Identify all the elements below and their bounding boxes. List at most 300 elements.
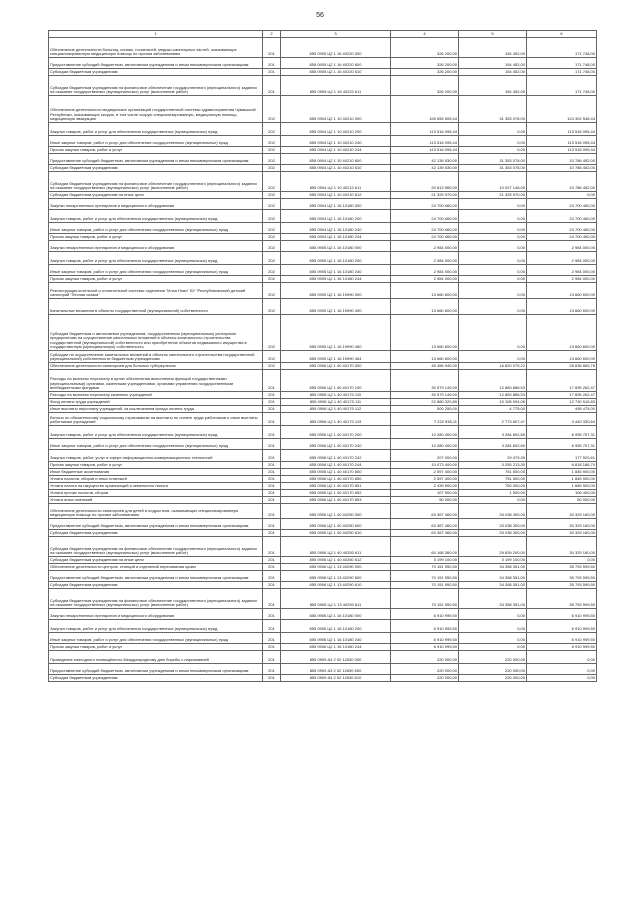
row-plan-cell: 7 222 938,11 — [391, 413, 459, 426]
row-fact-cell: 154 452,00 — [459, 58, 527, 69]
row-name-cell: Предоставление субсидий бюджетным, автономным учреждениям и иным некоммерческим организациям — [49, 664, 263, 675]
row-name-cell: Прочая закупка товаров, работ и услуг — [49, 147, 263, 154]
table-row — [49, 609, 597, 620]
row-kbk-cell: 855 0909 А3 2 02 12630 600 — [281, 664, 391, 675]
row-remainder-cell: 0,00 — [527, 675, 597, 682]
column-header: 4 — [391, 31, 459, 38]
row-kbk-cell: 855 0905 Ц2 1 16 10180 200 — [281, 252, 391, 265]
row-plan-cell: 326 200,00 — [391, 69, 459, 76]
row-fact-cell: 33 038 300,00 — [459, 504, 527, 519]
row-kbk-cell: 855 0906 Ц2 1 40 40170 800 — [281, 469, 391, 476]
table-header-row — [49, 31, 597, 38]
row-code-cell: 202 — [263, 172, 281, 192]
row-plan-cell: 326 200,00 — [391, 76, 459, 96]
row-plan-cell: 2 984 000,00 — [391, 276, 459, 283]
budget-execution-table — [48, 30, 597, 682]
table-row — [49, 192, 597, 199]
row-code-cell: 201 — [263, 406, 281, 413]
row-fact-cell: 3 284 692,69 — [459, 439, 527, 450]
row-code-cell: 202 — [263, 241, 281, 252]
row-kbk-cell: 855 0906 Ц2 1 40 40170 111 — [281, 399, 391, 406]
page-number: 56 — [316, 12, 324, 19]
row-plan-cell: 500 250,00 — [391, 406, 459, 413]
row-fact-cell: 0,00 — [459, 136, 527, 147]
row-remainder-cell: 6 910 999,50 — [527, 620, 597, 633]
row-name-cell: Закупка товаров, работ и услуг для обеспечения государственных (муниципальных) нужд — [49, 123, 263, 136]
row-name-cell: Прочая закупка товаров, работ и услуг — [49, 644, 263, 651]
row-kbk-cell: 855 0906 Ц2 1 40 40170 851 — [281, 483, 391, 490]
row-code-cell: 202 — [263, 276, 281, 283]
table-row — [49, 530, 597, 537]
row-plan-cell: 70 151 950,50 — [391, 571, 459, 582]
table-row — [49, 351, 597, 363]
row-plan-cell: 2 597 400,00 — [391, 476, 459, 483]
row-plan-cell: 63 367 460,00 — [391, 504, 459, 519]
table-row — [49, 315, 597, 351]
table-row — [49, 223, 597, 234]
row-kbk-cell: 855 0905 Ц2 1 16 19990 000 — [281, 283, 391, 299]
row-name-cell: Расходы на выплаты персоналу казенных учреждений — [49, 392, 263, 399]
row-code-cell: 202 — [263, 123, 281, 136]
row-kbk-cell: 855 0906 Ц2 1 40 40170 112 — [281, 406, 391, 413]
row-code-cell: 202 — [263, 192, 281, 199]
row-plan-cell: 21 325 970,00 — [391, 192, 459, 199]
row-kbk-cell: 855 0906 Ц2 1 40 40170 242 — [281, 450, 391, 462]
row-code-cell: 201 — [263, 557, 281, 564]
row-plan-cell: 63 367 460,00 — [391, 530, 459, 537]
row-plan-cell: 326 200,00 — [391, 38, 459, 58]
row-kbk-cell: 855 0906 Ц2 1 40 40170 000 — [281, 363, 391, 370]
row-kbk-cell: 855 0906 Ц2 1 40 40170 853 — [281, 497, 391, 504]
row-kbk-cell: 855 0904 Ц2 1 10 40210 611 — [281, 172, 391, 192]
table-row — [49, 469, 597, 476]
row-remainder-cell: 6 910 999,50 — [527, 633, 597, 644]
row-kbk-cell: 855 0906 Ц2 1 40 40170 240 — [281, 439, 391, 450]
table-row — [49, 210, 597, 223]
row-name-cell: Взносы по обязательному социальному страхованию на выплаты по оплате труда работников и иные выплаты работникам учреждений — [49, 413, 263, 426]
row-name-cell: Уплата прочих налогов, сборов — [49, 490, 263, 497]
row-name-cell: Обеспечение деятельности санаториев для больных туберкулезом — [49, 363, 263, 370]
row-kbk-cell: 855 0906 Ц2 1 40 40170 850 — [281, 476, 391, 483]
row-name-cell: Закупка товаров, работ и услуг для обеспечения государственных (муниципальных) нужд — [49, 252, 263, 265]
row-name-cell: Закупки лекарственных препаратов и медицинского оборудования — [49, 241, 263, 252]
row-kbk-cell: 855 0906 Ц2 1 40 40170 110 — [281, 392, 391, 399]
row-fact-cell: 10 105 004,06 — [459, 399, 527, 406]
table-row — [49, 265, 597, 276]
table-row — [49, 664, 597, 675]
row-name-cell: Уплата налогов, сборов и иных платежей — [49, 476, 263, 483]
table-row — [49, 490, 597, 497]
row-fact-cell: 220 000,00 — [459, 664, 527, 675]
row-code-cell: 201 — [263, 462, 281, 469]
row-name-cell: Закупка товаров, работ и услуг для обеспечения государственных (муниципальных) нужд — [49, 620, 263, 633]
row-fact-cell: 0,00 — [459, 497, 527, 504]
row-kbk-cell: 855 0906 Ц2 1 16 10180 000 — [281, 609, 391, 620]
column-header: 3 — [281, 31, 391, 38]
row-plan-cell: 13 660 600,00 — [391, 299, 459, 315]
row-kbk-cell: 855 0906 Ц2 1 13 40290 000 — [281, 564, 391, 571]
row-name-cell: Закупки лекарственных препаратов и медицинского оборудования — [49, 609, 263, 620]
table-row — [49, 450, 597, 462]
table-row — [49, 58, 597, 69]
row-name-cell: Субсидии бюджетным и автономным учреждениям, государственным (муниципальным) унитарным предприятиям на осуществление капитальных вложений в объекты капитального строительства государственной (муниципальной) собственности или приобретение объектов недвижимого имущества в государственную (муниципальную) собственность — [49, 315, 263, 351]
row-name-cell: Иные закупки товаров, работ и услуг для обеспечения государственных (муниципальных) нужд — [49, 265, 263, 276]
row-code-cell: 201 — [263, 483, 281, 490]
row-remainder-cell: 10 786 452,00 — [527, 154, 597, 165]
row-remainder-cell: 35 793 599,50 — [527, 564, 597, 571]
row-remainder-cell: 2 984 000,00 — [527, 252, 597, 265]
row-code-cell: 202 — [263, 165, 281, 172]
table-row — [49, 557, 597, 564]
row-remainder-cell: 30 329 160,00 — [527, 504, 597, 519]
row-code-cell: 202 — [263, 252, 281, 265]
table-row — [49, 147, 597, 154]
row-code-cell: 202 — [263, 351, 281, 363]
row-fact-cell: 33 038 300,00 — [459, 530, 527, 537]
row-kbk-cell: 855 0906 Ц2 1 40 40250 612 — [281, 557, 391, 564]
row-fact-cell: 750 000,00 — [459, 483, 527, 490]
row-plan-cell: 70 151 950,50 — [391, 564, 459, 571]
row-name-cell: Иные выплаты персоналу учреждений, за исключением фонда оплаты труда — [49, 406, 263, 413]
row-plan-cell: 13 660 600,00 — [391, 351, 459, 363]
row-kbk-cell: 855 0904 Ц2 1 10 40210 600 — [281, 154, 391, 165]
row-remainder-cell: 6 910 999,50 — [527, 609, 597, 620]
row-fact-cell: 4 775,00 — [459, 406, 527, 413]
row-kbk-cell: 855 0904 Ц2 1 10 40210 612 — [281, 192, 391, 199]
row-code-cell: 201 — [263, 651, 281, 664]
row-fact-cell: 12 883 886,53 — [459, 370, 527, 392]
table-row — [49, 363, 597, 370]
row-name-cell: Субсидии бюджетным учреждениям на финансовое обеспечение государственного (муниципального) задания на оказание государственных (муниципальных) услуг (выполнение работ) — [49, 589, 263, 609]
table-row — [49, 136, 597, 147]
row-fact-cell: 16 820 079,22 — [459, 363, 527, 370]
table-row — [49, 571, 597, 582]
row-plan-cell: 220 000,00 — [391, 675, 459, 682]
table-row — [49, 154, 597, 165]
row-code-cell: 201 — [263, 426, 281, 439]
column-header: 2 — [263, 31, 281, 38]
row-code-cell: 201 — [263, 589, 281, 609]
row-name-cell: Прочая закупка товаров, работ и услуг — [49, 462, 263, 469]
row-plan-cell: 13 660 600,00 — [391, 283, 459, 299]
row-name-cell: Закупка товаров, работ и услуг для обеспечения государственных (муниципальных) нужд — [49, 210, 263, 223]
table-row — [49, 199, 597, 210]
table-row — [49, 276, 597, 283]
row-plan-cell: 42 139 530,00 — [391, 165, 459, 172]
row-remainder-cell: 1 845 900,00 — [527, 469, 597, 476]
row-name-cell: Уплата иных платежей — [49, 497, 263, 504]
table-row — [49, 172, 597, 192]
row-remainder-cell: 1 845 900,00 — [527, 476, 597, 483]
row-kbk-cell: 855 0904 Ц2 1 10 40210 610 — [281, 165, 391, 172]
row-fact-cell: 154 452,00 — [459, 76, 527, 96]
row-remainder-cell: 35 793 599,50 — [527, 589, 597, 609]
row-fact-cell: 0,00 — [459, 252, 527, 265]
row-name-cell: Иные закупки товаров, работ и услуг для обеспечения государственных (муниципальных) нужд — [49, 439, 263, 450]
row-remainder-cell: 171 748,00 — [527, 69, 597, 76]
row-fact-cell: 0,00 — [459, 315, 527, 351]
row-name-cell: Субсидии бюджетным учреждениям — [49, 530, 263, 537]
table-row — [49, 426, 597, 439]
row-fact-cell: 2 773 607,47 — [459, 413, 527, 426]
row-name-cell: Субсидии бюджетным учреждениям — [49, 69, 263, 76]
row-plan-cell: 107 900,00 — [391, 490, 459, 497]
row-remainder-cell: 1 689 500,00 — [527, 483, 597, 490]
row-plan-cell: 70 151 950,50 — [391, 589, 459, 609]
row-plan-cell: 113 516 095,44 — [391, 136, 459, 147]
row-fact-cell: 0,00 — [459, 620, 527, 633]
row-remainder-cell: 0,00 — [527, 557, 597, 564]
row-plan-cell: 3 199 100,00 — [391, 557, 459, 564]
row-kbk-cell: 855 0905 Ц2 1 16 40220 000 — [281, 38, 391, 58]
row-kbk-cell: 855 0906 Ц2 1 40 40170 200 — [281, 426, 391, 439]
row-remainder-cell: 171 748,00 — [527, 38, 597, 58]
row-name-cell: Субсидии бюджетным учреждениям — [49, 165, 263, 172]
row-name-cell: Закупка товаров, работ, услуг в сфере информационно-коммуникационных технологий — [49, 450, 263, 462]
row-code-cell: 201 — [263, 675, 281, 682]
row-name-cell: Предоставление субсидий бюджетным, автономным учреждениям и иным некоммерческим организациям — [49, 571, 263, 582]
row-kbk-cell: 855 0904 Ц2 1 10 40210 244 — [281, 147, 391, 154]
row-plan-cell: 207 000,00 — [391, 450, 459, 462]
row-remainder-cell: 50 000,00 — [527, 497, 597, 504]
row-remainder-cell: 2 984 000,00 — [527, 276, 597, 283]
row-fact-cell: 0,00 — [459, 283, 527, 299]
row-remainder-cell: 113 516 095,44 — [527, 147, 597, 154]
row-kbk-cell: 855 0904 Ц2 1 10 40210 200 — [281, 123, 391, 136]
row-fact-cell: 3 255 213,30 — [459, 462, 527, 469]
row-kbk-cell: 855 0906 Ц2 1 40 40250 000 — [281, 504, 391, 519]
row-name-cell: Реконструкция котельной и отопительной системы отделения "Илья Ново" БУ "Республиканский детский санаторий "Лесная сказка" — [49, 283, 263, 299]
row-plan-cell: 6 910 999,50 — [391, 620, 459, 633]
row-plan-cell: 220 000,00 — [391, 651, 459, 664]
row-remainder-cell: 30 329 160,00 — [527, 519, 597, 530]
row-fact-cell: 0,00 — [459, 265, 527, 276]
row-kbk-cell: 855 0906 Ц2 1 40 40250 610 — [281, 530, 391, 537]
row-remainder-cell: 10 786 452,00 — [527, 165, 597, 172]
row-remainder-cell: 17 695 262,47 — [527, 370, 597, 392]
table-row — [49, 406, 597, 413]
row-code-cell: 202 — [263, 136, 281, 147]
row-code-cell: 201 — [263, 644, 281, 651]
row-remainder-cell: 4 449 330,64 — [527, 413, 597, 426]
row-code-cell: 201 — [263, 497, 281, 504]
row-code-cell: 201 — [263, 58, 281, 69]
row-remainder-cell: 6 910 999,50 — [527, 644, 597, 651]
row-kbk-cell: 855 0905 Ц2 1 16 10180 000 — [281, 241, 391, 252]
row-kbk-cell: 855 0905 Ц2 1 16 10180 240 — [281, 265, 391, 276]
table-row — [49, 439, 597, 450]
row-name-cell: Предоставление субсидий бюджетным, автономным учреждениям и иным некоммерческим организациям — [49, 519, 263, 530]
row-kbk-cell: 855 0909 А3 2 02 12630 000 — [281, 651, 391, 664]
row-remainder-cell: 0,00 — [527, 651, 597, 664]
row-remainder-cell: 113 516 095,44 — [527, 123, 597, 136]
row-plan-cell: 326 200,00 — [391, 58, 459, 69]
row-fact-cell: 10 027 148,00 — [459, 172, 527, 192]
column-header: 6 — [527, 31, 597, 38]
row-plan-cell: 63 367 460,00 — [391, 519, 459, 530]
row-kbk-cell: 855 0905 Ц2 1 16 40220 611 — [281, 76, 391, 96]
row-remainder-cell: 24 700 460,00 — [527, 210, 597, 223]
row-name-cell: Обеспечение деятельности центров, станций и отделений переливания крови — [49, 564, 263, 571]
row-code-cell: 202 — [263, 265, 281, 276]
row-fact-cell: 0,00 — [459, 644, 527, 651]
row-fact-cell: 0,00 — [459, 609, 527, 620]
table-row — [49, 633, 597, 644]
row-kbk-cell: 855 0906 Ц2 1 40 40170 852 — [281, 490, 391, 497]
row-plan-cell: 24 700 460,00 — [391, 199, 459, 210]
row-name-cell: Закупки лекарственных препаратов и медицинского оборудования — [49, 199, 263, 210]
table-row — [49, 620, 597, 633]
row-plan-cell: 13 660 600,00 — [391, 315, 459, 351]
row-name-cell: Проведение ежегодного посвящённого Международному дню борьбы с наркоманией — [49, 651, 263, 664]
row-fact-cell: 34 358 351,00 — [459, 582, 527, 589]
row-name-cell: Иные закупки товаров, работ и услуг для обеспечения государственных (муниципальных) нужд — [49, 633, 263, 644]
row-code-cell: 201 — [263, 582, 281, 589]
row-remainder-cell: 124 302 548,44 — [527, 96, 597, 123]
row-kbk-cell: 855 0904 Ц2 1 16 10180 000 — [281, 199, 391, 210]
row-plan-cell: 155 655 505,44 — [391, 96, 459, 123]
row-name-cell: Закупка товаров, работ и услуг для обеспечения государственных (муниципальных) нужд — [49, 426, 263, 439]
row-fact-cell: 12 883 886,53 — [459, 392, 527, 399]
row-code-cell: 202 — [263, 223, 281, 234]
row-fact-cell: 31 353 078,00 — [459, 165, 527, 172]
column-header: 1 — [49, 31, 263, 38]
row-code-cell: 202 — [263, 363, 281, 370]
row-code-cell: 201 — [263, 476, 281, 483]
row-plan-cell: 50 000,00 — [391, 497, 459, 504]
row-name-cell: Обеспечение деятельности медицинских организаций государственной системы здравоохранения Чувашской Республики, оказывающих скорую, в том числе скорую специализированную, медицинскую помощь, медицинскую эвакуацию — [49, 96, 263, 123]
row-code-cell: 202 — [263, 154, 281, 165]
row-fact-cell: 0,00 — [459, 633, 527, 644]
row-code-cell: 201 — [263, 450, 281, 462]
row-plan-cell: 2 984 000,00 — [391, 241, 459, 252]
row-name-cell: Капитальные вложения в объекты государственной (муниципальной) собственности — [49, 299, 263, 315]
table-row — [49, 589, 597, 609]
row-plan-cell: 70 151 950,50 — [391, 582, 459, 589]
row-kbk-cell: 855 0906 Ц2 1 13 40290 610 — [281, 582, 391, 589]
row-fact-cell: 0,00 — [459, 199, 527, 210]
row-plan-cell: 2 439 500,00 — [391, 483, 459, 490]
row-code-cell: 202 — [263, 283, 281, 299]
row-kbk-cell: 855 0905 Ц2 1 16 19990 464 — [281, 351, 391, 363]
table-row — [49, 96, 597, 123]
row-remainder-cell: 12 730 516,83 — [527, 399, 597, 406]
row-remainder-cell: 17 695 262,47 — [527, 392, 597, 399]
row-remainder-cell: 13 660 600,00 — [527, 315, 597, 351]
row-kbk-cell: 855 0904 Ц2 1 16 10180 200 — [281, 210, 391, 223]
table-row — [49, 76, 597, 96]
row-kbk-cell: 855 0906 Ц2 1 40 40250 600 — [281, 519, 391, 530]
row-remainder-cell: 171 748,00 — [527, 76, 597, 96]
row-plan-cell: 6 910 999,50 — [391, 609, 459, 620]
row-code-cell: 201 — [263, 370, 281, 392]
row-plan-cell: 24 700 460,00 — [391, 223, 459, 234]
table-row — [49, 370, 597, 392]
table-row — [49, 462, 597, 469]
row-kbk-cell: 855 0906 Ц2 1 16 10180 240 — [281, 633, 391, 644]
row-plan-cell: 113 516 095,44 — [391, 147, 459, 154]
row-kbk-cell: 855 0904 Ц2 1 10 40210 000 — [281, 96, 391, 123]
row-kbk-cell: 855 0906 Ц2 1 16 10180 244 — [281, 644, 391, 651]
row-code-cell: 201 — [263, 633, 281, 644]
row-name-cell: Субсидии бюджетным учреждениям — [49, 582, 263, 589]
row-code-cell: 201 — [263, 392, 281, 399]
row-fact-cell: 1 500,00 — [459, 490, 527, 497]
row-code-cell: 201 — [263, 537, 281, 557]
table-row — [49, 519, 597, 530]
row-remainder-cell: 10 786 452,00 — [527, 172, 597, 192]
table-row — [49, 476, 597, 483]
table-row — [49, 483, 597, 490]
table-row — [49, 537, 597, 557]
row-remainder-cell: 106 400,00 — [527, 490, 597, 497]
row-plan-cell: 22 880 320,89 — [391, 399, 459, 406]
row-fact-cell: 0,00 — [459, 241, 527, 252]
row-fact-cell: 29 479,39 — [459, 450, 527, 462]
row-fact-cell: 751 500,00 — [459, 469, 527, 476]
row-code-cell: 201 — [263, 530, 281, 537]
row-code-cell: 201 — [263, 519, 281, 530]
row-name-cell: Обеспечение деятельности больниц, клиник, госпиталей, медико-санитарных частей, оказывающих специализированную медицинскую помощь по прочим заболеваниям — [49, 38, 263, 58]
row-code-cell: 201 — [263, 439, 281, 450]
row-remainder-cell: 30 329 160,00 — [527, 530, 597, 537]
row-remainder-cell: 13 660 600,00 — [527, 283, 597, 299]
table-row — [49, 165, 597, 172]
row-fact-cell: 29 839 200,00 — [459, 537, 527, 557]
row-code-cell: 202 — [263, 234, 281, 241]
table-row — [49, 241, 597, 252]
row-code-cell: 202 — [263, 147, 281, 154]
row-plan-cell: 20 813 560,00 — [391, 172, 459, 192]
row-name-cell: Прочая закупка товаров, работ и услуг — [49, 234, 263, 241]
row-code-cell: 201 — [263, 571, 281, 582]
row-kbk-cell: 855 0904 Ц2 1 10 40210 240 — [281, 136, 391, 147]
row-remainder-cell: 6 995 707,31 — [527, 439, 597, 450]
row-name-cell: Предоставление субсидий бюджетным, автономным учреждениям и иным некоммерческим организациям — [49, 58, 263, 69]
row-name-cell: Субсидии бюджетным учреждениям — [49, 675, 263, 682]
row-code-cell: 201 — [263, 413, 281, 426]
row-remainder-cell: 2 984 000,00 — [527, 241, 597, 252]
row-fact-cell: 34 358 351,00 — [459, 571, 527, 582]
row-name-cell: Расходы на выплаты персоналу в целях обеспечения выполнения функций государственными (муниципальными) органами, казенными учреждениями, органами управления государственными внебюджетными фондами — [49, 370, 263, 392]
row-remainder-cell: 177 520,61 — [527, 450, 597, 462]
row-fact-cell: 154 452,00 — [459, 69, 527, 76]
row-fact-cell: 0,00 — [459, 147, 527, 154]
row-fact-cell: 220 000,00 — [459, 675, 527, 682]
row-code-cell: 201 — [263, 469, 281, 476]
row-remainder-cell: 6 818 186,70 — [527, 462, 597, 469]
table-row — [49, 564, 597, 571]
row-code-cell: 201 — [263, 38, 281, 58]
row-kbk-cell: 855 0905 Ц2 1 16 10180 244 — [281, 276, 391, 283]
table-row — [49, 582, 597, 589]
row-kbk-cell: 855 0904 Ц2 1 16 10180 240 — [281, 223, 391, 234]
row-name-cell: Субсидии бюджетным учреждениям на финансовое обеспечение государственного (муниципального) задания на оказание государственных (муниципальных) услуг (выполнение работ) — [49, 537, 263, 557]
row-code-cell: 201 — [263, 76, 281, 96]
row-name-cell: Прочая закупка товаров, работ и услуг — [49, 276, 263, 283]
row-remainder-cell: 35 793 599,50 — [527, 571, 597, 582]
row-name-cell: Уплата налога на имущество организаций и земельного налога — [49, 483, 263, 490]
row-fact-cell: 34 358 351,00 — [459, 589, 527, 609]
row-remainder-cell: 24 700 460,00 — [527, 234, 597, 241]
row-code-cell: 201 — [263, 609, 281, 620]
row-code-cell: 202 — [263, 96, 281, 123]
row-fact-cell: 0,00 — [459, 123, 527, 136]
row-kbk-cell: 855 0905 Ц2 1 16 40220 600 — [281, 58, 391, 69]
row-kbk-cell: 855 0905 Ц2 1 16 19990 460 — [281, 315, 391, 351]
row-remainder-cell: 0,00 — [527, 664, 597, 675]
table-row — [49, 675, 597, 682]
